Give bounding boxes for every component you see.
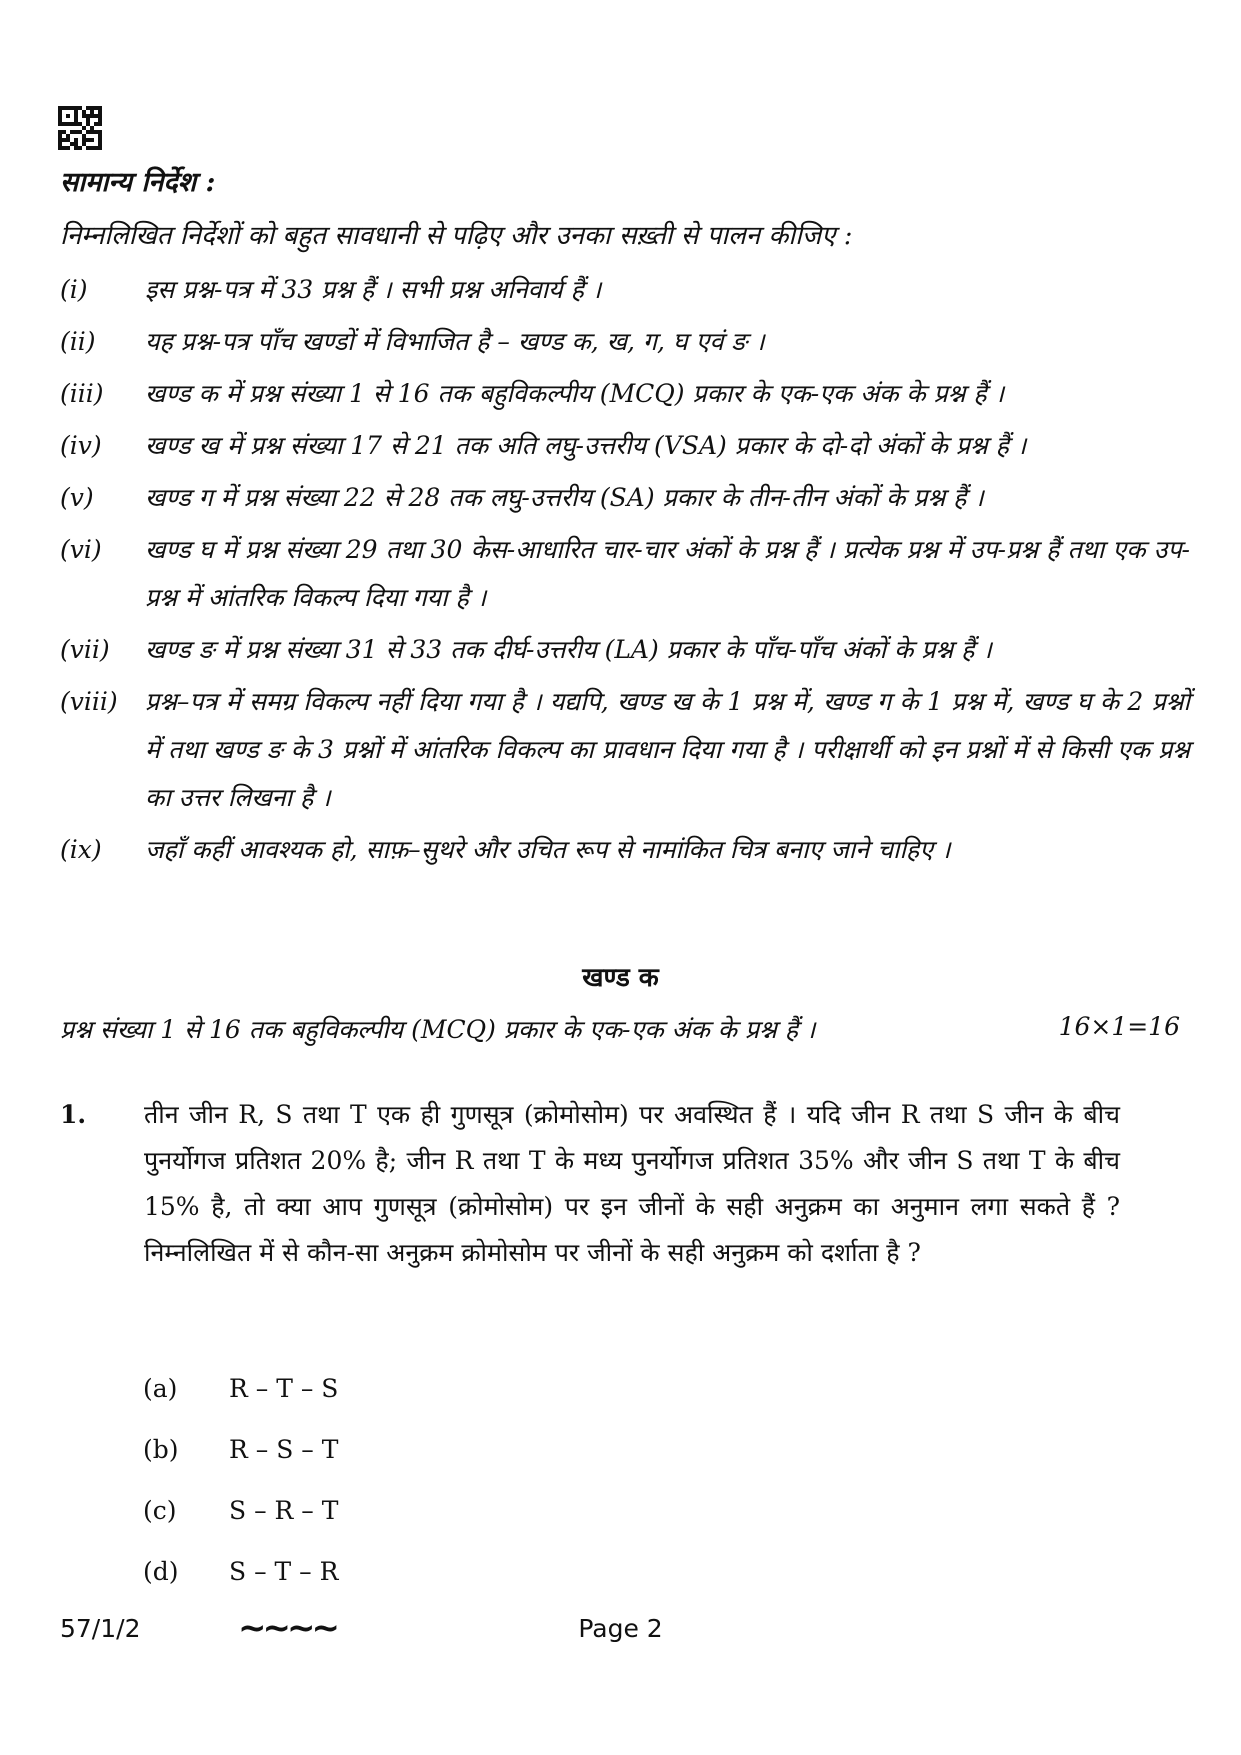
instruction-item — [60, 370, 1190, 418]
instruction-text: खण्ड ङ में प्रश्न संख्या 31 से 33 तक दीर्घ-उत्तरीय (LA) प्रकार के पाँच-पाँच अंकों के प्रश्न हैं । — [145, 635, 992, 664]
instruction-item — [60, 526, 1190, 622]
question-1 — [60, 1092, 1120, 1276]
section-subtitle: प्रश्न संख्या 1 से 16 तक बहुविकल्पीय (MCQ) प्रकार के एक-एक अंक के प्रश्न हैं । — [60, 1015, 816, 1044]
instruction-text: खण्ड घ में प्रश्न संख्या 29 तथा 30 केस-आधारित चार-चार अंकों के प्रश्न हैं । प्रत्येक प्रश्न में उप-प्रश्न हैं तथा एक उप-प्रश्न में आंतरिक विकल्प दिया गया है । — [145, 535, 1190, 612]
paper-code: 57/1/2 — [60, 1614, 141, 1643]
general-instructions-heading: सामान्य निर्देश : — [60, 167, 216, 198]
option-b — [143, 1419, 338, 1480]
instruction-item — [60, 626, 1190, 674]
instruction-number: (v) — [60, 483, 94, 512]
option-label: (d) — [143, 1557, 179, 1586]
tilde-ornament: ~~~~ — [238, 1608, 336, 1648]
option-text: R – T – S — [229, 1374, 339, 1403]
instruction-item — [60, 826, 1190, 874]
option-text: S – T – R — [229, 1557, 339, 1586]
instruction-item — [60, 422, 1190, 470]
instruction-item — [60, 266, 1190, 314]
option-text: S – R – T — [229, 1496, 339, 1525]
instruction-text: यह प्रश्न-पत्र पाँच खण्डों में विभाजित है – खण्ड क, ख, ग, घ एवं ङ । — [145, 327, 765, 356]
section-title: खण्ड क — [582, 963, 659, 993]
instruction-text: प्रश्न–पत्र में समग्र विकल्प नहीं दिया गया है । यद्यपि, खण्ड ख के 1 प्रश्न में, खण्ड ग के 1 प्रश्न में, खण्ड घ के 2 प्रश्नों में तथा खण्ड ङ के 3 प्रश्नों में आंतरिक विकल्प का प्रावधान दिया गया है । परीक्षार्थी को इन प्रश्नों में से किसी एक प्रश्न का उत्तर लिखना है । — [145, 687, 1190, 812]
option-a — [143, 1358, 338, 1419]
option-label: (b) — [143, 1435, 179, 1464]
question-number: 1. — [60, 1100, 87, 1129]
question-options — [143, 1358, 338, 1602]
option-label: (c) — [143, 1496, 177, 1525]
option-label: (a) — [143, 1374, 178, 1403]
option-c — [143, 1480, 338, 1541]
instruction-item — [60, 318, 1190, 366]
instruction-text: खण्ड ग में प्रश्न संख्या 22 से 28 तक लघु-उत्तरीय (SA) प्रकार के तीन-तीन अंकों के प्रश्न हैं । — [145, 483, 984, 512]
instruction-item — [60, 474, 1190, 522]
instruction-number: (viii) — [60, 687, 118, 716]
instruction-number: (ix) — [60, 835, 102, 864]
qr-code — [58, 106, 102, 150]
option-d — [143, 1541, 338, 1602]
instruction-text: खण्ड क में प्रश्न संख्या 1 से 16 तक बहुविकल्पीय (MCQ) प्रकार के एक-एक अंक के प्रश्न हैं । — [145, 379, 1005, 408]
instructions-list — [60, 266, 1190, 878]
instruction-text: इस प्रश्न-पत्र में 33 प्रश्न हैं । सभी प्रश्न अनिवार्य हैं । — [145, 275, 602, 304]
instruction-text: खण्ड ख में प्रश्न संख्या 17 से 21 तक अति लघु-उत्तरीय (VSA) प्रकार के दो-दो अंकों के प्रश्न हैं । — [145, 431, 1027, 460]
section-marks: 16×1=16 — [1058, 1012, 1180, 1041]
option-text: R – S – T — [229, 1435, 339, 1464]
instruction-number: (i) — [60, 275, 88, 304]
instructions-intro: निम्नलिखित निर्देशों को बहुत सावधानी से पढ़िए और उनका सख़्ती से पालन कीजिए : — [60, 221, 853, 251]
instruction-text: जहाँ कहीं आवश्यक हो, साफ़–सुथरे और उचित रूप से नामांकित चित्र बनाए जाने चाहिए । — [145, 835, 951, 864]
instruction-number: (iv) — [60, 431, 102, 460]
page-number: Page 2 — [578, 1614, 663, 1643]
instruction-number: (ii) — [60, 327, 96, 356]
instruction-item — [60, 678, 1190, 822]
instruction-number: (vi) — [60, 535, 102, 564]
instruction-number: (iii) — [60, 379, 104, 408]
instruction-number: (vii) — [60, 635, 110, 664]
section-subtitle-row — [60, 1012, 1180, 1046]
question-text: तीन जीन R, S तथा T एक ही गुणसूत्र (क्रोमोसोम) पर अवस्थित हैं । यदि जीन R तथा S जीन के बीच पुनर्योगज प्रतिशत 20% है; जीन R तथा T के मध्य पुनर्योगज प्रतिशत 35% और जीन S तथा T के बीच 15% है, तो क्या आप गुणसूत्र (क्रोमोसोम) पर इन जीनों के सही अनुक्रम का अनुमान लगा सकते हैं ? निम्नलिखित में से कौन-सा अनुक्रम क्रोमोसोम पर जीनों के सही अनुक्रम को दर्शाता है ? — [144, 1100, 1120, 1267]
page-footer — [0, 1608, 1241, 1654]
